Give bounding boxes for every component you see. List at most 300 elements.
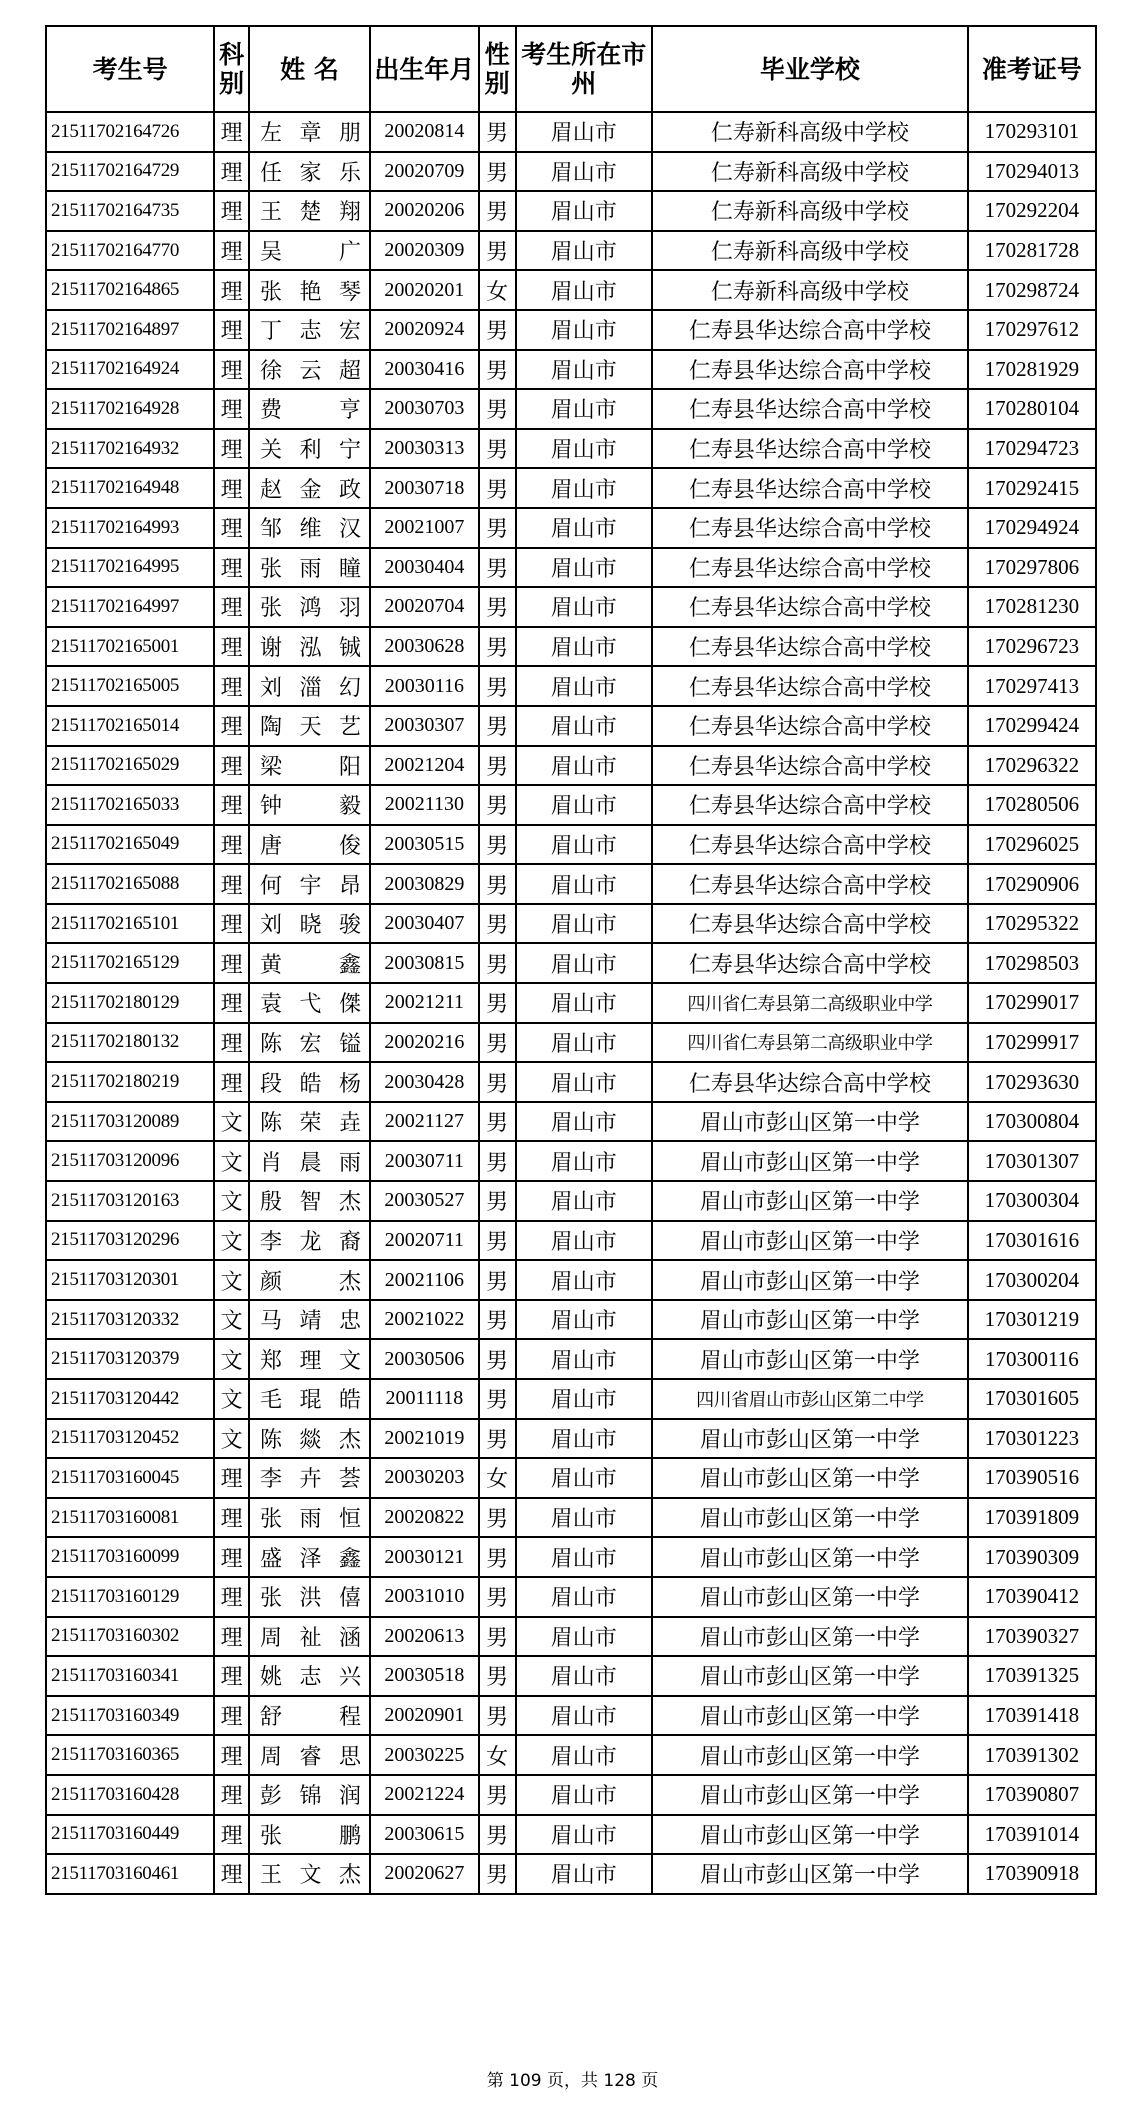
- cell-ticket: 170301223: [968, 1419, 1096, 1459]
- cell-school: 四川省仁寿县第二高级职业中学: [652, 1023, 968, 1063]
- table-row: [46, 1537, 1096, 1577]
- cell-birth: 20021022: [370, 1300, 479, 1340]
- cell-subject: 理: [214, 1815, 249, 1855]
- header-birth: 出生年月: [370, 26, 479, 112]
- cell-ticket: 170294723: [968, 429, 1096, 469]
- cell-subject: 理: [214, 1458, 249, 1498]
- cell-birth: 20030307: [370, 706, 479, 746]
- cell-birth: 20030515: [370, 825, 479, 865]
- cell-ticket: 170281230: [968, 587, 1096, 627]
- table-row: [46, 389, 1096, 429]
- cell-subject: 理: [214, 627, 249, 667]
- cell-name: 张雨恒: [249, 1498, 370, 1538]
- cell-exam-no: 21511702164997: [46, 587, 214, 627]
- table-row: [46, 1221, 1096, 1261]
- cell-ticket: 170390327: [968, 1617, 1096, 1657]
- cell-name: 徐云超: [249, 350, 370, 390]
- cell-birth: 20020613: [370, 1617, 479, 1657]
- cell-birth: 20030416: [370, 350, 479, 390]
- cell-school: 眉山市彭山区第一中学: [652, 1815, 968, 1855]
- cell-subject: 文: [214, 1181, 249, 1221]
- cell-city: 眉山市: [516, 1181, 652, 1221]
- table-row: [46, 1260, 1096, 1300]
- cell-school: 仁寿县华达综合高中学校: [652, 468, 968, 508]
- table-row: [46, 983, 1096, 1023]
- cell-subject: 理: [214, 310, 249, 350]
- cell-ticket: 170390412: [968, 1577, 1096, 1617]
- cell-gender: 男: [479, 627, 516, 667]
- table-row: [46, 429, 1096, 469]
- cell-school: 仁寿新科高级中学校: [652, 231, 968, 271]
- cell-city: 眉山市: [516, 152, 652, 192]
- cell-gender: 男: [479, 1656, 516, 1696]
- cell-name: 左章朋: [249, 112, 370, 152]
- cell-birth: 20030121: [370, 1537, 479, 1577]
- cell-subject: 理: [214, 1656, 249, 1696]
- cell-city: 眉山市: [516, 112, 652, 152]
- cell-birth: 20020901: [370, 1696, 479, 1736]
- cell-birth: 20020924: [370, 310, 479, 350]
- cell-birth: 20021130: [370, 785, 479, 825]
- cell-subject: 文: [214, 1379, 249, 1419]
- cell-gender: 男: [479, 904, 516, 944]
- table-row: [46, 825, 1096, 865]
- cell-exam-no: 21511703160302: [46, 1617, 214, 1657]
- cell-school: 仁寿县华达综合高中学校: [652, 548, 968, 588]
- cell-school: 仁寿县华达综合高中学校: [652, 310, 968, 350]
- cell-city: 眉山市: [516, 1062, 652, 1102]
- cell-ticket: 170296025: [968, 825, 1096, 865]
- cell-name: 费亨: [249, 389, 370, 429]
- cell-city: 眉山市: [516, 1419, 652, 1459]
- cell-ticket: 170301219: [968, 1300, 1096, 1340]
- cell-city: 眉山市: [516, 1260, 652, 1300]
- cell-exam-no: 21511702164932: [46, 429, 214, 469]
- cell-gender: 男: [479, 1102, 516, 1142]
- cell-exam-no: 21511702165001: [46, 627, 214, 667]
- cell-city: 眉山市: [516, 350, 652, 390]
- cell-name: 刘湽幻: [249, 666, 370, 706]
- cell-gender: 男: [479, 548, 516, 588]
- cell-school: 眉山市彭山区第一中学: [652, 1339, 968, 1379]
- cell-city: 眉山市: [516, 1498, 652, 1538]
- cell-school: 眉山市彭山区第一中学: [652, 1537, 968, 1577]
- cell-subject: 文: [214, 1221, 249, 1261]
- cell-subject: 理: [214, 785, 249, 825]
- cell-school: 仁寿县华达综合高中学校: [652, 943, 968, 983]
- cell-exam-no: 21511703120442: [46, 1379, 214, 1419]
- cell-name: 彭锦润: [249, 1775, 370, 1815]
- cell-subject: 理: [214, 112, 249, 152]
- cell-name: 马靖忠: [249, 1300, 370, 1340]
- table-row: [46, 231, 1096, 271]
- cell-exam-no: 21511702164995: [46, 548, 214, 588]
- cell-city: 眉山市: [516, 785, 652, 825]
- table-row: [46, 1458, 1096, 1498]
- cell-ticket: 170300804: [968, 1102, 1096, 1142]
- cell-school: 仁寿县华达综合高中学校: [652, 389, 968, 429]
- cell-birth: 20030628: [370, 627, 479, 667]
- table-row: [46, 1617, 1096, 1657]
- cell-name: 肖晨雨: [249, 1141, 370, 1181]
- cell-ticket: 170391809: [968, 1498, 1096, 1538]
- cell-gender: 女: [479, 270, 516, 310]
- cell-subject: 理: [214, 706, 249, 746]
- cell-subject: 理: [214, 429, 249, 469]
- cell-exam-no: 21511702180132: [46, 1023, 214, 1063]
- cell-city: 眉山市: [516, 943, 652, 983]
- cell-school: 眉山市彭山区第一中学: [652, 1854, 968, 1894]
- table-row: [46, 904, 1096, 944]
- cell-ticket: 170299424: [968, 706, 1096, 746]
- cell-birth: 20020711: [370, 1221, 479, 1261]
- cell-subject: 文: [214, 1339, 249, 1379]
- cell-exam-no: 21511702165029: [46, 746, 214, 786]
- cell-city: 眉山市: [516, 1854, 652, 1894]
- cell-exam-no: 21511702164928: [46, 389, 214, 429]
- cell-birth: 20021204: [370, 746, 479, 786]
- cell-school: 眉山市彭山区第一中学: [652, 1735, 968, 1775]
- cell-name: 姚志兴: [249, 1656, 370, 1696]
- cell-ticket: 170281728: [968, 231, 1096, 271]
- table-row: [46, 1656, 1096, 1696]
- cell-name: 王文杰: [249, 1854, 370, 1894]
- cell-birth: 20020822: [370, 1498, 479, 1538]
- cell-ticket: 170301605: [968, 1379, 1096, 1419]
- cell-ticket: 170280506: [968, 785, 1096, 825]
- cell-gender: 男: [479, 1221, 516, 1261]
- cell-exam-no: 21511702164948: [46, 468, 214, 508]
- cell-city: 眉山市: [516, 1300, 652, 1340]
- cell-birth: 20020627: [370, 1854, 479, 1894]
- header-name: 姓 名: [249, 26, 370, 112]
- cell-gender: 男: [479, 1260, 516, 1300]
- cell-ticket: 170390309: [968, 1537, 1096, 1577]
- cell-name: 张洪僖: [249, 1577, 370, 1617]
- cell-subject: 理: [214, 1775, 249, 1815]
- cell-exam-no: 21511703160449: [46, 1815, 214, 1855]
- cell-gender: 男: [479, 785, 516, 825]
- table-body: [46, 112, 1096, 1894]
- table-row: [46, 1339, 1096, 1379]
- cell-exam-no: 21511702164735: [46, 191, 214, 231]
- cell-birth: 20021224: [370, 1775, 479, 1815]
- cell-subject: 理: [214, 1498, 249, 1538]
- cell-name: 丁志宏: [249, 310, 370, 350]
- cell-gender: 男: [479, 983, 516, 1023]
- table-row: [46, 310, 1096, 350]
- cell-city: 眉山市: [516, 389, 652, 429]
- cell-city: 眉山市: [516, 627, 652, 667]
- cell-name: 黄鑫: [249, 943, 370, 983]
- cell-gender: 男: [479, 1775, 516, 1815]
- cell-birth: 20020206: [370, 191, 479, 231]
- cell-subject: 理: [214, 548, 249, 588]
- cell-birth: 20020309: [370, 231, 479, 271]
- cell-school: 仁寿县华达综合高中学校: [652, 864, 968, 904]
- cell-birth: 20020704: [370, 587, 479, 627]
- table-row: [46, 785, 1096, 825]
- cell-city: 眉山市: [516, 1735, 652, 1775]
- cell-birth: 20020709: [370, 152, 479, 192]
- cell-city: 眉山市: [516, 1696, 652, 1736]
- cell-subject: 理: [214, 587, 249, 627]
- cell-birth: 20030404: [370, 548, 479, 588]
- cell-exam-no: 21511703160341: [46, 1656, 214, 1696]
- cell-ticket: 170300116: [968, 1339, 1096, 1379]
- cell-ticket: 170300304: [968, 1181, 1096, 1221]
- cell-subject: 文: [214, 1102, 249, 1142]
- cell-gender: 男: [479, 1023, 516, 1063]
- cell-city: 眉山市: [516, 706, 652, 746]
- cell-city: 眉山市: [516, 429, 652, 469]
- cell-ticket: 170391418: [968, 1696, 1096, 1736]
- cell-birth: 20030815: [370, 943, 479, 983]
- cell-city: 眉山市: [516, 1815, 652, 1855]
- cell-birth: 20030428: [370, 1062, 479, 1102]
- cell-birth: 20030711: [370, 1141, 479, 1181]
- table-row: [46, 191, 1096, 231]
- table-row: [46, 1419, 1096, 1459]
- cell-name: 颜杰: [249, 1260, 370, 1300]
- cell-name: 张艳琴: [249, 270, 370, 310]
- table-row: [46, 1379, 1096, 1419]
- cell-school: 眉山市彭山区第一中学: [652, 1141, 968, 1181]
- cell-subject: 理: [214, 1023, 249, 1063]
- cell-subject: 理: [214, 943, 249, 983]
- cell-name: 陈宏镒: [249, 1023, 370, 1063]
- cell-birth: 20021127: [370, 1102, 479, 1142]
- table-row: [46, 1854, 1096, 1894]
- cell-city: 眉山市: [516, 1775, 652, 1815]
- cell-ticket: 170298724: [968, 270, 1096, 310]
- cell-name: 周祉涵: [249, 1617, 370, 1657]
- cell-subject: 理: [214, 1854, 249, 1894]
- cell-name: 吴广: [249, 231, 370, 271]
- cell-ticket: 170301616: [968, 1221, 1096, 1261]
- cell-city: 眉山市: [516, 1023, 652, 1063]
- cell-exam-no: 21511702164865: [46, 270, 214, 310]
- cell-name: 李卉荟: [249, 1458, 370, 1498]
- cell-school: 仁寿县华达综合高中学校: [652, 587, 968, 627]
- cell-birth: 20030506: [370, 1339, 479, 1379]
- cell-exam-no: 21511703160461: [46, 1854, 214, 1894]
- cell-school: 仁寿县华达综合高中学校: [652, 706, 968, 746]
- table-row: [46, 1775, 1096, 1815]
- cell-exam-no: 21511703120332: [46, 1300, 214, 1340]
- cell-subject: 理: [214, 666, 249, 706]
- cell-name: 何宇昂: [249, 864, 370, 904]
- cell-name: 唐俊: [249, 825, 370, 865]
- cell-name: 钟毅: [249, 785, 370, 825]
- cell-gender: 男: [479, 1300, 516, 1340]
- cell-birth: 20030615: [370, 1815, 479, 1855]
- cell-ticket: 170297612: [968, 310, 1096, 350]
- cell-exam-no: 21511703160081: [46, 1498, 214, 1538]
- cell-exam-no: 21511703160045: [46, 1458, 214, 1498]
- cell-exam-no: 21511702164729: [46, 152, 214, 192]
- cell-ticket: 170296322: [968, 746, 1096, 786]
- cell-subject: 理: [214, 1062, 249, 1102]
- cell-ticket: 170300204: [968, 1260, 1096, 1300]
- cell-school: 眉山市彭山区第一中学: [652, 1419, 968, 1459]
- cell-school: 仁寿县华达综合高中学校: [652, 627, 968, 667]
- cell-ticket: 170391325: [968, 1656, 1096, 1696]
- cell-birth: 20011118: [370, 1379, 479, 1419]
- cell-name: 邹维汉: [249, 508, 370, 548]
- table-row: [46, 112, 1096, 152]
- table-row: [46, 1815, 1096, 1855]
- cell-gender: 男: [479, 468, 516, 508]
- cell-city: 眉山市: [516, 310, 652, 350]
- cell-school: 仁寿县华达综合高中学校: [652, 429, 968, 469]
- page-footer: 第 109 页，共 128 页: [486, 2071, 659, 2091]
- cell-name: 梁阳: [249, 746, 370, 786]
- cell-exam-no: 21511703160349: [46, 1696, 214, 1736]
- cell-exam-no: 21511702164726: [46, 112, 214, 152]
- cell-school: 眉山市彭山区第一中学: [652, 1577, 968, 1617]
- table-row: [46, 1102, 1096, 1142]
- cell-name: 陈燚杰: [249, 1419, 370, 1459]
- cell-subject: 理: [214, 350, 249, 390]
- cell-exam-no: 21511702180129: [46, 983, 214, 1023]
- cell-birth: 20030718: [370, 468, 479, 508]
- cell-name: 周睿思: [249, 1735, 370, 1775]
- cell-gender: 男: [479, 746, 516, 786]
- cell-ticket: 170295322: [968, 904, 1096, 944]
- cell-school: 仁寿县华达综合高中学校: [652, 904, 968, 944]
- cell-ticket: 170297413: [968, 666, 1096, 706]
- cell-exam-no: 21511702165005: [46, 666, 214, 706]
- cell-ticket: 170296723: [968, 627, 1096, 667]
- cell-ticket: 170299917: [968, 1023, 1096, 1063]
- cell-city: 眉山市: [516, 1537, 652, 1577]
- cell-birth: 20030518: [370, 1656, 479, 1696]
- table-row: [46, 1062, 1096, 1102]
- header-subject: 科别: [214, 26, 249, 112]
- cell-exam-no: 21511702165101: [46, 904, 214, 944]
- cell-gender: 女: [479, 1458, 516, 1498]
- cell-subject: 文: [214, 1300, 249, 1340]
- cell-school: 四川省仁寿县第二高级职业中学: [652, 983, 968, 1023]
- cell-exam-no: 21511703160428: [46, 1775, 214, 1815]
- cell-gender: 男: [479, 666, 516, 706]
- cell-exam-no: 21511702164924: [46, 350, 214, 390]
- cell-name: 王楚翔: [249, 191, 370, 231]
- table-row: [46, 746, 1096, 786]
- cell-name: 刘晓骏: [249, 904, 370, 944]
- cell-school: 仁寿县华达综合高中学校: [652, 746, 968, 786]
- table-row: [46, 587, 1096, 627]
- cell-school: 仁寿新科高级中学校: [652, 152, 968, 192]
- cell-gender: 男: [479, 112, 516, 152]
- cell-city: 眉山市: [516, 666, 652, 706]
- cell-gender: 男: [479, 389, 516, 429]
- cell-ticket: 170299017: [968, 983, 1096, 1023]
- cell-birth: 20030407: [370, 904, 479, 944]
- cell-ticket: 170290906: [968, 864, 1096, 904]
- cell-subject: 理: [214, 1617, 249, 1657]
- cell-gender: 男: [479, 587, 516, 627]
- table-row: [46, 943, 1096, 983]
- table-header-row: [46, 26, 1096, 112]
- cell-gender: 男: [479, 706, 516, 746]
- cell-city: 眉山市: [516, 825, 652, 865]
- cell-ticket: 170391014: [968, 1815, 1096, 1855]
- cell-gender: 男: [479, 1379, 516, 1419]
- table-row: [46, 1141, 1096, 1181]
- cell-exam-no: 21511702164770: [46, 231, 214, 271]
- cell-city: 眉山市: [516, 1379, 652, 1419]
- cell-subject: 理: [214, 904, 249, 944]
- cell-ticket: 170301307: [968, 1141, 1096, 1181]
- cell-birth: 20030703: [370, 389, 479, 429]
- cell-subject: 理: [214, 270, 249, 310]
- header-gender: 性别: [479, 26, 516, 112]
- cell-gender: 男: [479, 429, 516, 469]
- cell-exam-no: 21511703120089: [46, 1102, 214, 1142]
- cell-school: 仁寿县华达综合高中学校: [652, 825, 968, 865]
- cell-ticket: 170280104: [968, 389, 1096, 429]
- cell-name: 盛泽鑫: [249, 1537, 370, 1577]
- cell-subject: 理: [214, 825, 249, 865]
- cell-birth: 20021007: [370, 508, 479, 548]
- cell-ticket: 170390807: [968, 1775, 1096, 1815]
- table-row: [46, 1696, 1096, 1736]
- cell-gender: 男: [479, 943, 516, 983]
- table-row: [46, 1300, 1096, 1340]
- cell-city: 眉山市: [516, 1141, 652, 1181]
- cell-gender: 男: [479, 350, 516, 390]
- cell-city: 眉山市: [516, 468, 652, 508]
- cell-exam-no: 21511702165014: [46, 706, 214, 746]
- cell-city: 眉山市: [516, 983, 652, 1023]
- cell-school: 眉山市彭山区第一中学: [652, 1221, 968, 1261]
- cell-name: 任家乐: [249, 152, 370, 192]
- cell-city: 眉山市: [516, 1221, 652, 1261]
- cell-city: 眉山市: [516, 864, 652, 904]
- cell-school: 眉山市彭山区第一中学: [652, 1260, 968, 1300]
- table-row: [46, 1023, 1096, 1063]
- cell-birth: 20031010: [370, 1577, 479, 1617]
- cell-exam-no: 21511703120379: [46, 1339, 214, 1379]
- cell-gender: 男: [479, 1577, 516, 1617]
- cell-exam-no: 21511702164897: [46, 310, 214, 350]
- cell-school: 眉山市彭山区第一中学: [652, 1458, 968, 1498]
- header-ticket: 准考证号: [968, 26, 1096, 112]
- cell-school: 眉山市彭山区第一中学: [652, 1656, 968, 1696]
- cell-exam-no: 21511702165033: [46, 785, 214, 825]
- cell-birth: 20020216: [370, 1023, 479, 1063]
- student-roster-table: [45, 25, 1097, 1895]
- cell-ticket: 170390918: [968, 1854, 1096, 1894]
- cell-birth: 20030313: [370, 429, 479, 469]
- cell-exam-no: 21511703160099: [46, 1537, 214, 1577]
- cell-ticket: 170293101: [968, 112, 1096, 152]
- table-row: [46, 468, 1096, 508]
- cell-exam-no: 21511703120452: [46, 1419, 214, 1459]
- cell-subject: 理: [214, 1537, 249, 1577]
- cell-gender: 男: [479, 508, 516, 548]
- cell-school: 眉山市彭山区第一中学: [652, 1617, 968, 1657]
- cell-subject: 文: [214, 1419, 249, 1459]
- cell-gender: 男: [479, 1062, 516, 1102]
- cell-gender: 男: [479, 231, 516, 271]
- cell-exam-no: 21511702165088: [46, 864, 214, 904]
- cell-gender: 男: [479, 191, 516, 231]
- cell-subject: 理: [214, 468, 249, 508]
- cell-city: 眉山市: [516, 1577, 652, 1617]
